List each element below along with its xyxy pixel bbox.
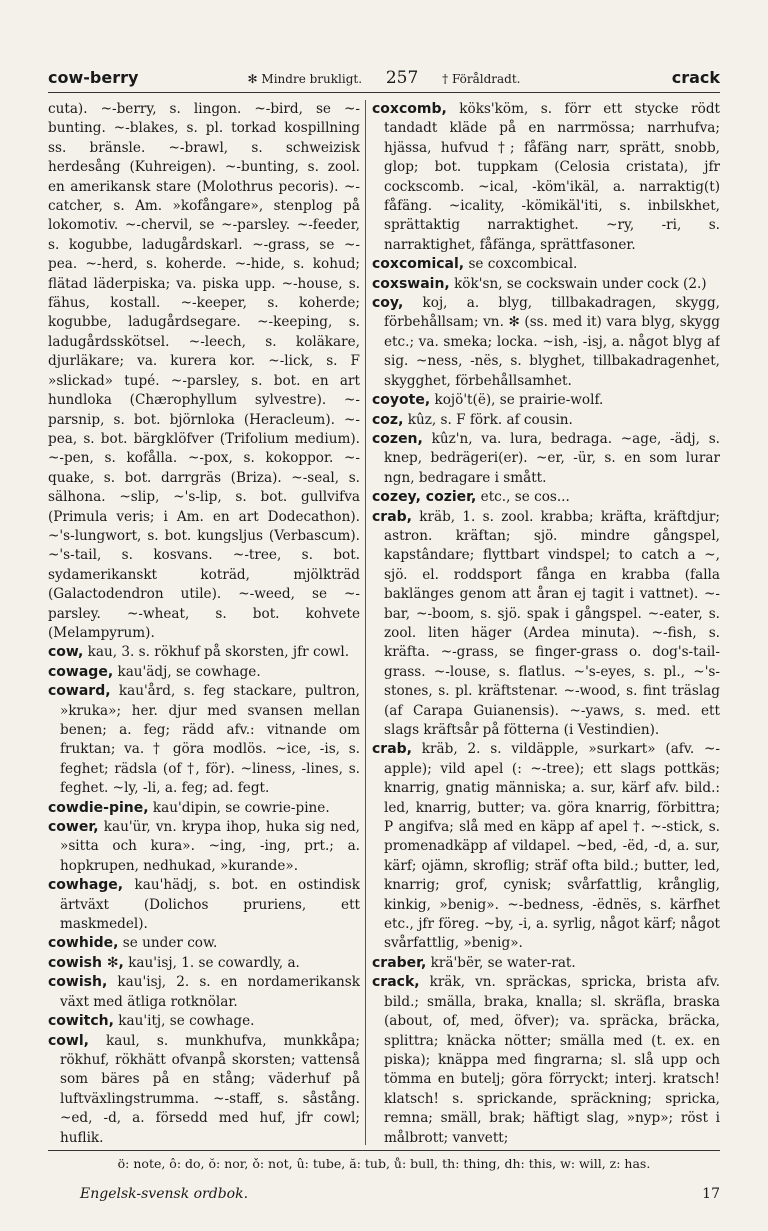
header-center: [48, 68, 720, 88]
entry-definition: kau'ädj, se cowhage.: [113, 663, 261, 680]
entry-headword: coxcomb,: [372, 101, 447, 117]
entry-definition: se under cow.: [118, 935, 218, 952]
dictionary-entry: [372, 430, 720, 488]
entry-definition: kau'itj, se cowhage.: [113, 1013, 255, 1030]
entry-definition: se coxcombical.: [464, 256, 578, 273]
entry-headword: coxswain,: [372, 275, 450, 292]
footer-page-number: 17: [702, 1186, 720, 1202]
dictionary-entry: [48, 973, 360, 1012]
entry-definition: kau, 3. s. rökhuf på skorsten, jfr cowl.: [83, 644, 350, 661]
entry-headword: cozen,: [372, 430, 423, 447]
dictionary-entry: [48, 799, 360, 818]
dictionary-entry: [48, 934, 360, 953]
entry-headword: crack,: [372, 974, 420, 991]
entry-definition: kräk, vn. spräckas, spricka, brista afv. bild.; smälla, braka, knalla; sl. skräfla, braska (about, of, med, öfver); va. spräcka, bräcka, splittra; knäcka nötter; smälla med (t. ex. en piska); knäppa med fingrarna; sl. slå upp och tömma en butelj; göra förryckt; interj. kratsch! klatsch! s. sprickande, spräckning; spricka, remna; smäll, brak; häftigt slag, »nyp»; röst i målbrott; vanvett;: [384, 974, 720, 1145]
page-header: [48, 68, 720, 90]
entry-headword: crab,: [372, 508, 412, 525]
entry-definition: kau'hädj, s. bot. en ostindisk ärtväxt (Dolichos pruriens, ett maskmedel).: [60, 877, 360, 933]
dictionary-entry: [48, 1012, 360, 1031]
entry-definition: köks'köm, s. förr ett stycke rödt tandadt kläde på en narrmössa; narrhufva; hjässa, hufvud †; fåfäng narr, sprätt, snobb, glop; bot. tuppkam (Celosia cristata), jfr cockscomb. ~ical, -köm'ikäl, a. narraktig(t) fåfäng. ~icality, -kömikäl'iti, s. inbilskhet, sprättaktig narraktighet. ~ry, -ri, s. narraktighet, fåfänga, sprättfasoner.: [384, 101, 720, 253]
dictionary-entry: [372, 275, 720, 294]
entry-headword: cowhide,: [48, 935, 119, 952]
dictionary-entry: [48, 100, 360, 643]
entry-headword: coy,: [372, 295, 404, 312]
dictionary-entry: [372, 294, 720, 391]
entry-headword: cowish,: [48, 974, 108, 991]
guide-word-right: crack: [671, 68, 720, 87]
dictionary-entry: [48, 682, 360, 798]
dictionary-entry: [372, 391, 720, 410]
dictionary-entry: [48, 1032, 360, 1146]
entry-definition: krä'bër, se water-rat.: [426, 954, 576, 971]
dictionary-entry: [372, 973, 720, 1145]
dictionary-entry: [48, 663, 360, 682]
guide-word-left: cow-berry: [48, 68, 139, 87]
entry-headword: cowage,: [48, 663, 114, 680]
dictionary-entry: [372, 411, 720, 430]
header-page-number: 257: [385, 68, 419, 88]
entry-definition: kau'isj, 1. se cowardly, a.: [123, 954, 300, 971]
dictionary-entry: [372, 255, 720, 274]
entry-definition: kau'dipin, se cowrie-pine.: [148, 799, 330, 816]
entry-definition: koj, a. blyg, tillbakadragen, skygg, förbehållsam; vn. ✻ (ss. med it) vara blyg, skygg etc.; va. smeka; locka. ~ish, -isj, a. något blyg af sig. ~ness, -nës, s. blyghet, tillbakadragenhet, skygghet, förbehållsamhet.: [384, 295, 720, 389]
entry-headword: cowitch,: [48, 1013, 114, 1030]
dictionary-entry: [48, 876, 360, 934]
entry-definition: kau'ård, s. feg stackare, pultron, »kruka»; her. djur med svansen mellan benen; a. feg; rädd afv.: vitnande om fruktan; va. † göra modlös. ~ice, -is, s. feghet; rädsla (of †, för). ~liness, -lines, s. feghet. ~ly, -li, a. feg; ad. fegt.: [60, 683, 360, 797]
left-column: [48, 100, 360, 1145]
dictionary-entry: [372, 508, 720, 741]
entry-definition: kräb, 2. s. vildäpple, »surkart» (afv. ~-apple); vild apel (: ~-tree); ett slags pottkäs; knarrig, gnatig människa; a. sur, kärf afv. bild.: led, knarrig, butter; va. göra knarrig, förbittra; P angifva; slå med en käpp af apel †. ~-stick, s. promenadkäpp af vildapel. ~bed, -ëd, -d, a. sur, kärf; ojämn, skroflig; sträf ofta bild.; butter, led, knarrig; grof, cynisk; svårfattlig, krånglig, kinkig, »benig». ~-bedness, -ëdnës, s. kärfhet etc., jfr föreg. ~by, -i, a. syrlig, något kärf; något svårfattlig, »benig».: [384, 741, 720, 952]
dictionary-entry: [372, 954, 720, 973]
entry-definition: kök'sn, se cockswain under cock (2.): [449, 275, 707, 292]
header-note-left: ✻ Mindre brukligt.: [247, 72, 363, 86]
entry-definition: kojö't(ë), se prairie-wolf.: [430, 392, 604, 409]
entry-headword: coz,: [372, 411, 404, 428]
dictionary-entry: [372, 740, 720, 953]
dictionary-entry: [48, 643, 360, 662]
entry-headword: craber,: [372, 954, 427, 971]
dictionary-entry: [372, 488, 720, 507]
dictionary-entry: [48, 818, 360, 876]
dictionary-entry: [372, 100, 720, 255]
entry-definition: kräb, 1. s. zool. krabba; kräfta, kräftdjur; astron. kräftan; sjö. mindre gångspel, kapstândare; flyttbart vindspel; to catch a ~, sjö. el. roddsport fånga en krabba (falla baklänges genom att åran ej tagit i vattnet). ~-bar, ~-boom, s. sjö. spak i gångspel. ~-eater, s. zool. liten häger (Ardea minuta). ~-fish, s. kräfta. ~-grass, se finger-grass o. dog's-tail-grass. ~-louse, s. flatlus. ~'s-eyes, s. pl., ~'s-stones, s. pl. kräftstenar. ~-wood, s. fint träslag (af Carapa Guianensis). ~-yaws, s. med. ett slags kräftsår på fötterna (i Vestindien).: [384, 508, 720, 738]
entry-headword: cowl,: [48, 1032, 89, 1049]
entry-headword: cowhage,: [48, 877, 124, 894]
dictionary-entry: [48, 954, 360, 973]
entry-headword: coward,: [48, 683, 111, 700]
entry-definition: kûz'n, va. lura, bedraga. ~age, -ädj, s. knep, bedrägeri(er). ~er, -ür, s. en som lurar ngn, bedragare i smått.: [384, 430, 720, 486]
entry-definition: kûz, s. F förk. af cousin.: [403, 411, 573, 428]
entry-definition: kau'isj, 2. s. en nordamerikansk växt med ätliga rotknölar.: [60, 974, 360, 1010]
header-rule: [48, 92, 720, 93]
book-title: Engelsk-svensk ordbok.: [80, 1186, 249, 1202]
entry-definition: cuta). ~-berry, s. lingon. ~-bird, se ~-bunting. ~-blakes, s. pl. torkad kospillning ss. bränsle. ~-brawl, s. schweizisk herdesång (Kuhreigen). ~-bunting, s. zool. en amerikansk stare (Molothrus pecoris). ~-catcher, s. Am. »kofångare», stenplog på lokomotiv. ~-chervil, se ~-parsley. ~-feeder, s. kogubbe, ladugårdskarl. ~-grass, se ~-pea. ~-herd, s. koherde. ~-hide, s. kohud; flätad läderpiska; va. piska upp. ~-house, s. fähus, kostall. ~-keeper, s. koherde; kogubbe, ladugårdsegare. ~-keeping, s. ladugårdsskötsel. ~-leech, s. koläkare, djurläkare; va. kurera kor. ~-lick, s. F »slickad» tupé. ~-parsley, s. bot. en art hundloka (Chærophyllum sylvestre). ~-parsnip, s. bot. björnloka (Heracleum). ~-pea, s. bot. bärgklöfver (Trifolium medium). ~-pen, s. kofålla. ~-pox, s. kokoppor. ~-quake, s. bot. darrgräs (Briza). ~-seal, s. sälhona. ~slip, ~'s-lip, s. bot. gullvifva (Primula veris; i Am. en art Dodecathon). ~'s-lungwort, s. bot. kungsljus (Verbascum). ~'s-tail, s. kosvans. ~-tree, s. bot. sydamerikanskt koträd, mjölkträd (Galactodendron utile). ~-weed, se ~-parsley. ~-wheat, s. bot. kohvete (Melampyrum).: [48, 101, 360, 641]
entry-headword: cozey, cozier,: [372, 489, 477, 506]
entry-headword: cow,: [48, 644, 84, 661]
column-divider: [365, 100, 366, 1145]
footer-rule: [48, 1150, 720, 1151]
entry-definition: kaul, s. munkhufva, munkkåpa; rökhuf, rökhätt ofvanpå skorsten; vattenså som bäres på en stång; väderhuf på luftväxlingstrumma. ~-staff, s. såstång. ~ed, -d, a. försedd med huf, jfr cowl; huflik.: [60, 1032, 360, 1145]
pronunciation-key: ö: note, ô: do, ŏ: nor, ǒ: not, û: tube, ă: tub, ů: bull, th: thing, dh: this, w: will, z: has.: [117, 1156, 651, 1171]
entry-headword: cower,: [48, 819, 99, 836]
entry-headword: crab,: [372, 741, 412, 758]
header-note-right: † Föråldradt.: [442, 72, 521, 86]
entry-headword: cowdie-pine,: [48, 799, 149, 816]
entry-headword: cowish ✻,: [48, 954, 124, 971]
entry-headword: coxcomical,: [372, 256, 465, 273]
entry-definition: etc., se cos...: [476, 489, 570, 506]
entry-headword: coyote,: [372, 392, 431, 409]
entry-definition: kau'ür, vn. krypa ihop, huka sig ned, »sitta och kura». ~ing, -ing, prt.; a. hopkrupen, nedhukad, »kurande».: [60, 819, 360, 874]
right-column: [372, 100, 720, 1145]
